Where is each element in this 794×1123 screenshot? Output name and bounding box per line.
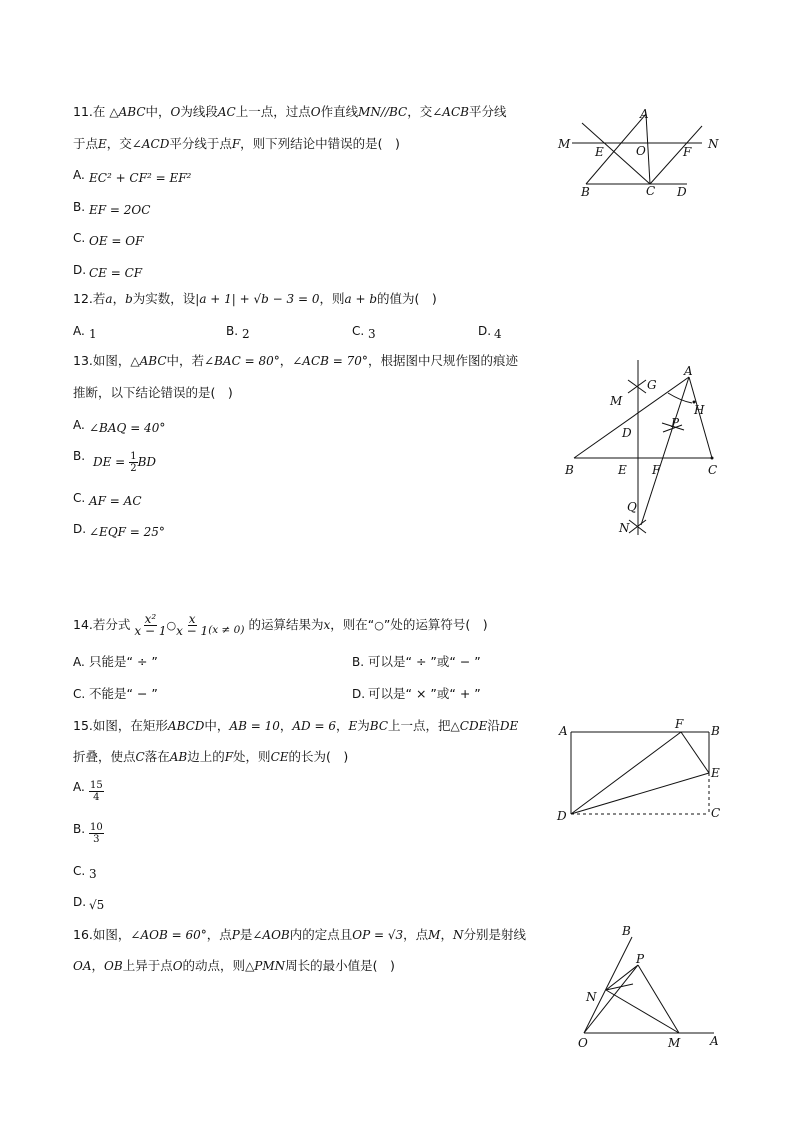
q13-option-d[interactable]: D. ∠EQF = 25°: [73, 522, 165, 539]
q13-label-h: H: [694, 403, 705, 417]
q13-option-b[interactable]: B. DE = $\frac{1}{2}$ BD: [73, 449, 157, 474]
q11-label-o: O: [636, 144, 646, 158]
q15-label-b: B: [711, 724, 720, 738]
q15-label-c: C: [711, 806, 721, 820]
q15-label-e: E: [711, 766, 720, 780]
q13-label-e: E: [618, 463, 627, 477]
q13-option-b-fraction: $\frac{1}{2}$: [130, 451, 137, 474]
q11-label-m: M: [558, 137, 571, 151]
q13-label-m: M: [610, 394, 623, 408]
q12-option-d[interactable]: D. 4: [478, 324, 502, 341]
q11-figure: [552, 100, 732, 205]
q16-figure: [560, 920, 740, 1055]
q13-label-a: A: [684, 364, 693, 378]
q11-label-e: E: [595, 145, 604, 159]
q12-option-a[interactable]: A. 1: [73, 324, 97, 341]
q16-label-p: P: [636, 952, 645, 966]
q12-option-c[interactable]: C. 3: [352, 324, 376, 341]
q13-label-n: N: [619, 521, 630, 535]
q11-label-b: B: [581, 185, 590, 199]
q12-stem: 12.若a，b为实数，设|a + 1| + √b − 3 = 0，则a + b的值为( ): [73, 291, 437, 306]
q16-label-b: B: [622, 924, 631, 938]
q11-stem-line2: 于点E，交∠ACD平分线于点F，则下列结论中错误的是( ): [73, 136, 400, 151]
q13-label-f: F: [652, 463, 661, 477]
q16-label-n: N: [586, 990, 597, 1004]
q14-option-d[interactable]: D. 可以是“ × ”或“ + ”: [352, 686, 481, 701]
q13-label-q: Q: [627, 500, 637, 514]
q16-label-o: O: [578, 1036, 588, 1050]
q13-label-c: C: [708, 463, 718, 477]
q13-label-p: P: [671, 416, 680, 430]
q14-operator-circle-2: ○: [374, 619, 384, 632]
q15-option-a-fraction: $\frac{15}{4}$: [90, 780, 103, 803]
q13-option-c[interactable]: C. AF = AC: [73, 491, 142, 508]
q11-label-d: D: [677, 185, 687, 199]
q14-option-c[interactable]: C. 不能是“ − ”: [73, 686, 158, 701]
q15-figure: [553, 715, 733, 825]
q16-label-a: A: [710, 1034, 719, 1048]
q14-option-b[interactable]: B. 可以是“ ÷ ”或“ − ”: [352, 654, 481, 669]
q16-label-m: M: [668, 1036, 681, 1050]
q14-fraction-2: $\frac{x}{x - 1}$: [176, 612, 209, 638]
q11-label-c: C: [646, 184, 656, 198]
q15-label-d: D: [557, 809, 567, 823]
q11-option-c[interactable]: C. OE = OF: [73, 231, 144, 248]
q12-option-b[interactable]: B. 2: [226, 324, 250, 341]
q16-stem-line1: 16.如图，∠AOB = 60°，点P是∠AOB内的定点且OP = √3，点M，N分别是射线: [73, 927, 526, 942]
q15-option-c[interactable]: C. 3: [73, 864, 97, 881]
q15-stem-line2: 折叠，使点C落在AB边上的F处，则CE的长为( ): [73, 749, 349, 764]
q11-label-f: F: [683, 145, 692, 159]
q13-option-a[interactable]: A. ∠BAQ = 40°: [73, 418, 166, 435]
q11-option-b[interactable]: B. EF = 2OC: [73, 200, 151, 217]
q11-label-n: N: [708, 137, 719, 151]
q15-label-a: A: [559, 724, 568, 738]
q15-option-d[interactable]: D. √5: [73, 895, 105, 912]
q16-stem-line2: OA，OB上异于点O的动点，则△PMN周长的最小值是( ): [73, 958, 395, 973]
q11-number: 11.: [73, 104, 93, 119]
q15-label-f: F: [675, 717, 684, 731]
q13-stem-line2: 推断，以下结论错误的是( ): [73, 385, 233, 400]
q14-operator-circle: ○: [166, 619, 177, 632]
q13-label-b: B: [565, 463, 574, 477]
q15-option-b[interactable]: B. $\frac{10}{3}$: [73, 822, 103, 845]
q15-option-b-fraction: $\frac{10}{3}$: [90, 822, 103, 845]
q11-stem-line1: 11.在 △ABC中，O为线段AC上一点，过点O作直线MN//BC，交∠ACB平分线: [73, 104, 507, 119]
q11-option-a[interactable]: A. EC² + CF² = EF²: [73, 168, 192, 185]
q13-stem-line1: 13.如图，△ABC中，若∠BAC = 80°，∠ACB = 70°，根据图中尺规作图的痕迹: [73, 353, 518, 368]
q15-option-a[interactable]: A. $\frac{15}{4}$: [73, 780, 103, 803]
q13-label-d: D: [622, 426, 632, 440]
q14-fraction-1: $\frac{\text{x²}}{x - 1}$: [134, 612, 167, 638]
q11-label-a: A: [640, 107, 649, 121]
q13-figure: [556, 355, 736, 545]
q15-stem-line1: 15.如图，在矩形ABCD中，AB = 10，AD = 6，E为BC上一点，把△CDE沿DE: [73, 718, 519, 733]
q13-label-g: G: [647, 378, 657, 392]
q14-stem: 14.若分式 $\frac{\text{x²}}{x - 1}$ ○ $\frac{x}{x - 1}$ $_{(x \ne 0)}$ 的运算结果为x，则在“○”处的运算符号( ): [73, 612, 488, 638]
q11-option-d[interactable]: D. CE = CF: [73, 263, 143, 280]
q14-option-a[interactable]: A. 只能是“ ÷ ”: [73, 654, 158, 669]
